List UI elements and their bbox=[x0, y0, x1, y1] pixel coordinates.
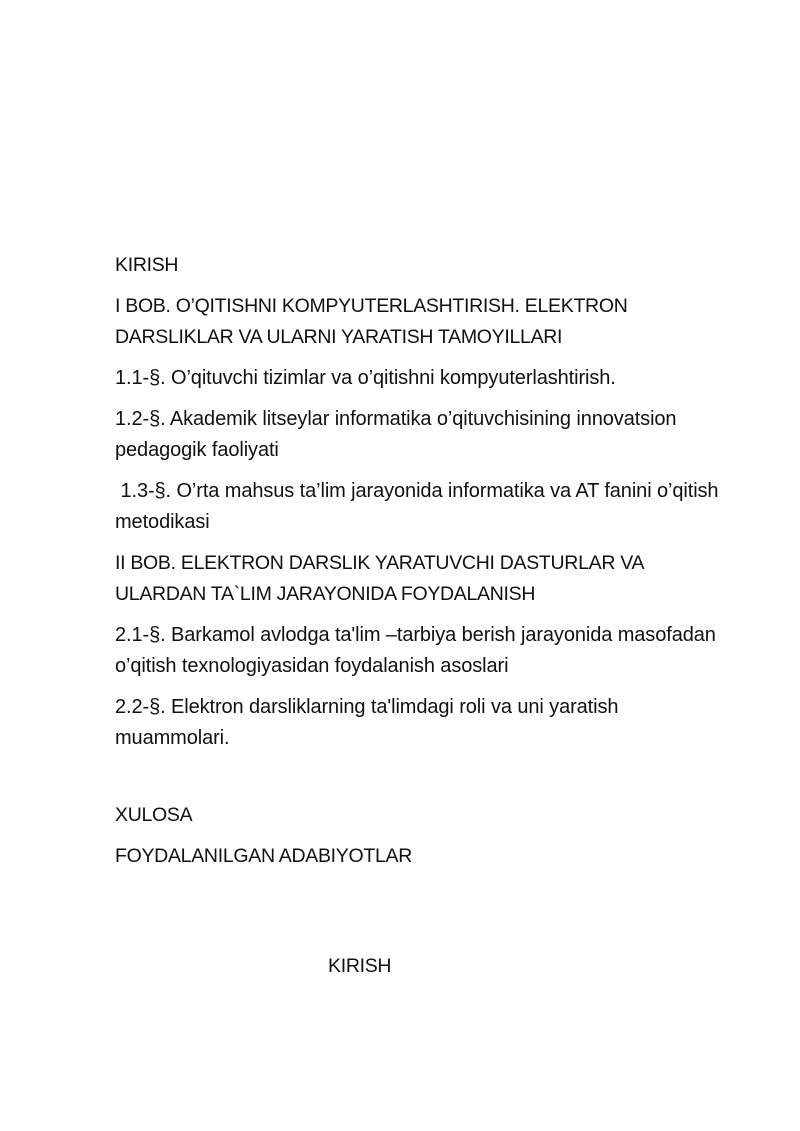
toc-spacer bbox=[115, 764, 735, 800]
toc-section-1-3: 1.3-§. O’rta mahsus ta’lim jarayonida informatika va AT fanini o’qitish metodikasi bbox=[115, 480, 724, 533]
table-of-contents bbox=[115, 250, 735, 882]
toc-section-1-2: 1.2-§. Akademik litseylar informatika o’qituvchisining innovatsion pedagogik faoliyati bbox=[115, 408, 677, 461]
toc-references: FOYDALANILGAN ADABIYOTLAR bbox=[115, 845, 413, 867]
section-heading-intro: KIRISH bbox=[328, 955, 392, 977]
toc-section-2-2: 2.2-§. Elektron darsliklarning ta'limdagi roli va uni yaratish muammolari. bbox=[115, 696, 619, 749]
toc-conclusion: XULOSA bbox=[115, 804, 193, 826]
toc-chapter-1: I BOB. O’QITISHNI KOMPYUTERLASHTIRISH. ELEKTRON DARSLIKLAR VA ULARNI YARATISH TAMOYILLARI bbox=[115, 295, 628, 348]
toc-chapter-2: II BOB. ELEKTRON DARSLIK YARATUVCHI DASTURLAR VA ULARDAN TA`LIM JARAYONIDA FOYDALANISH bbox=[115, 552, 644, 605]
toc-section-2-1: 2.1-§. Barkamol avlodga ta'lim –tarbiya berish jarayonida masofadan o’qitish texnologiyasidan foydalanish asoslari bbox=[115, 624, 716, 677]
toc-intro: KIRISH bbox=[115, 254, 179, 276]
toc-section-1-1: 1.1-§. O’qituvchi tizimlar va o’qitishni kompyuterlashtirish. bbox=[115, 367, 616, 389]
